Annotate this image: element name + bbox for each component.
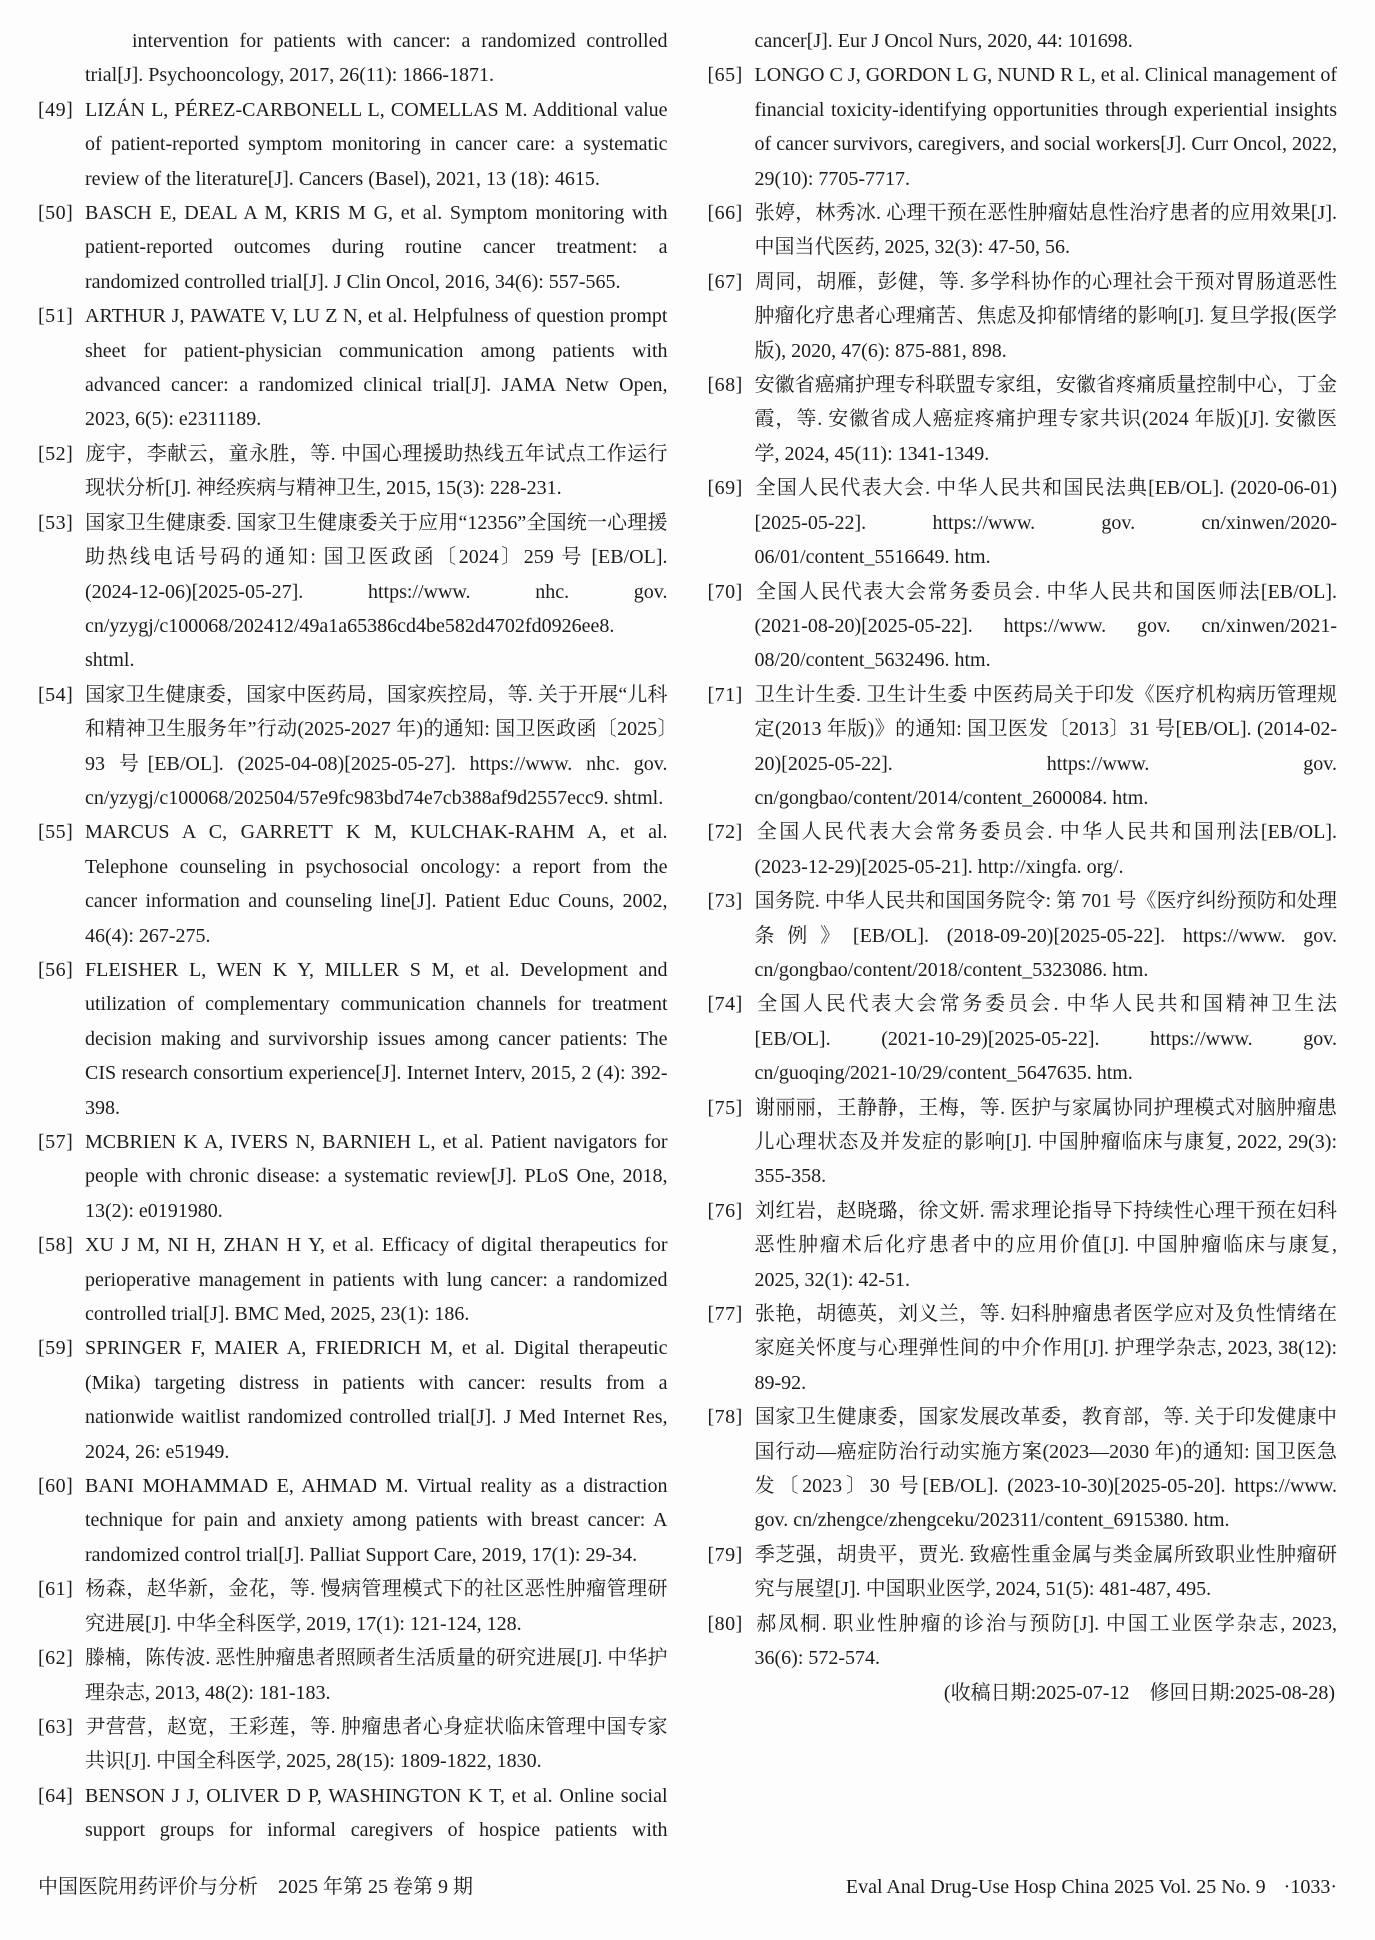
reference-number: [61] [38,1578,74,1601]
reference-item [708,1400,1338,1538]
reference-number: [63] [38,1715,74,1738]
reference-number: [79] [707,1543,743,1566]
reference-text: 郝凤桐. 职业性肿瘤的诊治与预防[J]. 中国工业医学杂志, 2023, 36(6): 572-574. [754,1612,1337,1670]
footer-journal-title-en [846,1876,1337,1899]
reference-text: 季芝强，胡贵平，贾光. 致癌性重金属与类金属所致职业性肿瘤研究与展望[J]. 中国职业医学, 2024, 51(5): 481-487, 495. [754,1543,1337,1601]
reference-number: [66] [707,202,743,225]
reference-item [708,815,1338,884]
reference-text: SPRINGER F, MAIER A, FRIEDRICH M, et al. Digital therapeutic (Mika) targeting distress in patients with cancer: results from a nationwide waitlist randomized controlled trial[J]. J Med Internet Res, 2024, 26: e51949. [85,1337,668,1463]
reference-item [708,884,1338,987]
reference-item [38,1572,668,1641]
reference-number: [68] [707,374,743,397]
reference-item [38,815,668,953]
reference-text: 尹营营，赵宽，王彩莲，等. 肿瘤患者心身症状临床管理中国专家共识[J]. 中国全科医学, 2025, 28(15): 1809-1822, 1830. [85,1715,668,1773]
reference-item [38,1469,668,1572]
reference-item [38,1710,668,1779]
reference-text: 国家卫生健康委，国家发展改革委，教育部，等. 关于印发健康中国行动—癌症防治行动实施方案(2023—2030 年)的通知: 国卫医急发〔2023〕30 号[EB/OL]. (2023-10-30)[2025-05-20]. https://www. gov. cn/zhengce/zhengceku/202311/content_6915380. htm. [754,1406,1337,1532]
reference-text: BASCH E, DEAL A M, KRIS M G, et al. Symptom monitoring with patient-reported outcomes during routine cancer treatment: a randomized controlled trial[J]. J Clin Oncol, 2016, 34(6): 557-565. [85,202,668,293]
reference-text: 全国人民代表大会常务委员会. 中华人民共和国精神卫生法 [EB/OL]. (2021-10-29)[2025-05-22]. https://www. gov. cn/guoqing/2021-10/29/content_5647635. htm. [754,993,1337,1085]
reference-text: LONGO C J, GORDON L G, NUND R L, et al. Clinical management of financial toxicity-identifying opportunities through experiential insights of cancer survivors, caregivers, and social workers[J]. Curr Oncol, 2022, 29(10): 7705-7717. [754,64,1337,190]
reference-item [38,437,668,506]
reference-item [708,1538,1338,1607]
reference-text: 张婷，林秀冰. 心理干预在恶性肿瘤姑息性治疗患者的应用效果[J]. 中国当代医药, 2025, 32(3): 47-50, 56. [754,202,1337,259]
reference-text: FLEISHER L, WEN K Y, MILLER S M, et al. Development and utilization of complementary communication channels for treatment decision making and survivorship issues among cancer patients: The CIS research consortium experience[J]. Internet Interv, 2015, 2 (4): 392-398. [85,958,668,1119]
reference-item [38,1125,668,1228]
reference-text: 国家卫生健康委. 国家卫生健康委关于应用“12356”全国统一心理援助热线电话号码的通知: 国卫医政函〔2024〕259 号 [EB/OL]. (2024-12-06)[2025-05-27]. https://www. nhc. gov. cn/yzygj/c100068/202412/49a1a65386cd4be582d4702fd0926ee8. shtml. [85,511,668,672]
reference-number: [76] [707,1199,743,1222]
reference-item [708,1091,1338,1194]
reference-item [38,93,668,196]
reference-number: [77] [707,1303,743,1326]
reference-number: [72] [707,821,743,844]
reference-number: [51] [38,305,74,328]
reference-item [38,678,668,816]
reference-item [38,24,668,93]
received-revised-dates: (收稿日期:2025-07-12 修回日期:2025-08-28) [943,1681,1335,1704]
reference-number: [67] [707,270,743,293]
reference-text: 滕楠，陈传波. 恶性肿瘤患者照顾者生活质量的研究进展[J]. 中华护理杂志, 2013, 48(2): 181-183. [85,1647,668,1704]
reference-number: [49] [38,98,74,121]
reference-text: BANI MOHAMMAD E, AHMAD M. Virtual reality as a distraction technique for pain and anxiety among patients with breast cancer: A randomized control trial[J]. Palliat Support Care, 2019, 17(1): 29-34. [85,1475,668,1566]
reference-text: 国务院. 中华人民共和国国务院令: 第 701 号《医疗纠纷预防和处理条例》[EB/OL]. (2018-09-20)[2025-05-22]. https://www. gov. cn/gongbao/content/2018/content_5323086. htm. [754,890,1337,981]
reference-number: [59] [38,1337,74,1360]
footer-journal-citation: Eval Anal Drug-Use Hosp China 2025 Vol. 25 No. 9 [845,1876,1266,1898]
reference-text: MCBRIEN K A, IVERS N, BARNIEH L, et al. Patient navigators for people with chronic disease: a systematic review[J]. PLoS One, 2018, 13(2): e0191980. [85,1131,668,1222]
reference-text: 张艳，胡德英，刘义兰，等. 妇科肿瘤患者医学应对及负性情绪在家庭关怀度与心理弹性间的中介作用[J]. 护理学杂志, 2023, 38(12): 89-92. [754,1303,1337,1394]
reference-number: [65] [707,64,743,87]
reference-list [38,24,1337,1850]
reference-text: 安徽省癌痛护理专科联盟专家组，安徽省疼痛质量控制中心，丁金霞，等. 安徽省成人癌症疼痛护理专家共识(2024 年版)[J]. 安徽医学, 2024, 45(11): 1341-1349. [754,374,1337,465]
reference-text: 谢丽丽，王静静，王梅，等. 医护与家属协同护理模式对脑肿瘤患儿心理状态及并发症的影响[J]. 中国肿瘤临床与康复, 2022, 29(3): 355-358. [754,1096,1337,1188]
reference-number: [74] [707,993,743,1016]
reference-number: [64] [38,1784,74,1807]
reference-number: [80] [707,1612,743,1635]
reference-number: [56] [38,958,74,981]
reference-item [708,265,1338,368]
reference-number: [57] [38,1131,74,1153]
reference-item [708,58,1338,196]
reference-number: [58] [38,1234,74,1257]
reference-text: 庞宇，李献云，童永胜，等. 中国心理援助热线五年试点工作运行现状分析[J]. 神经疾病与精神卫生, 2015, 15(3): 228-231. [85,442,668,500]
reference-item [708,196,1338,265]
reference-item [708,471,1338,574]
reference-number: [62] [38,1647,74,1670]
reference-number: [50] [38,202,74,225]
reference-number: [54] [38,683,74,706]
reference-number: [60] [38,1475,74,1498]
reference-item [38,299,668,437]
reference-number: [71] [707,683,743,706]
reference-text: 周同，胡雁，彭健，等. 多学科协作的心理社会干预对胃肠道恶性肿瘤化疗患者心理痛苦、焦虑及抑郁情绪的影响[J]. 复旦学报(医学版), 2020, 47(6): 875-881, 898. [754,270,1337,362]
reference-text: LIZÁN L, PÉREZ-CARBONELL L, COMELLAS M. Additional value of patient-reported symptom monitoring in cancer care: a systematic review of the literature[J]. Cancers (Basel), 2021, 13 (18): 4615. [85,98,668,190]
reference-text: intervention for patients with cancer: a randomized controlled trial[J]. Psychooncology, 2017, 26(11): 1866-1871. [85,30,668,87]
reference-text: 杨森，赵华新，金花，等. 慢病管理模式下的社区恶性肿瘤管理研究进展[J]. 中华全科医学, 2019, 17(1): 121-124, 128. [85,1578,668,1635]
page-footer [38,1870,1337,1899]
reference-number: [55] [38,821,74,844]
reference-text: 全国人民代表大会常务委员会. 中华人民共和国医师法[EB/OL]. (2021-08-20)[2025-05-22]. https://www. gov. cn/xinwen/2021-08/20/content_5632496. htm. [754,580,1337,672]
reference-text: MARCUS A C, GARRETT K M, KULCHAK-RAHM A, et al. Telephone counseling in psychosocial oncology: a report from the cancer information and counseling line[J]. Patient Educ Couns, 2002, 46(4): 267-275. [85,821,668,947]
reference-number: [52] [38,442,74,465]
reference-text: BENSON J J, OLIVER D P, WASHINGTON K T, et al. Online social support groups for informal caregivers of hospice patients with cancer[J]. Eur J Oncol Nurs, 2020, 44: 101698. [85,30,1133,1842]
reference-number: [78] [707,1406,743,1429]
reference-text: ARTHUR J, PAWATE V, LU Z N, et al. Helpfulness of question prompt sheet for patient-physician communication among patients with advanced cancer: a randomized clinical trial[J]. JAMA Netw Open, 2023, 6(5): e2311189. [85,305,668,431]
reference-number: [73] [707,890,743,913]
reference-item [708,575,1338,678]
reference-text: 刘红岩，赵晓璐，徐文妍. 需求理论指导下持续性心理干预在妇科恶性肿瘤术后化疗患者中的应用价值[J]. 中国肿瘤临床与康复, 2025, 32(1): 42-51. [754,1199,1337,1291]
reference-number: [53] [38,511,74,534]
reference-item [38,1641,668,1710]
reference-item [708,987,1338,1090]
reference-item [38,953,668,1125]
footer-journal-title-cn: 中国医院用药评价与分析 2025 年第 25 卷第 9 期 [38,1876,473,1898]
reference-item [38,506,668,678]
reference-text: 卫生计生委. 卫生计生委 中医药局关于印发《医疗机构病历管理规定(2013 年版)》的通知: 国卫医发〔2013〕31 号[EB/OL]. (2014-02-20)[2025-05-22]. https://www. gov. cn/gongbao/content/2014/content_2600084. htm. [754,683,1337,809]
reference-text: XU J M, NI H, ZHAN H Y, et al. Efficacy of digital therapeutics for perioperative management in patients with lung cancer: a randomized controlled trial[J]. BMC Med, 2025, 23(1): 186. [85,1234,668,1326]
reference-number: [70] [707,580,743,603]
reference-text: 全国人民代表大会. 中华人民共和国民法典[EB/OL]. (2020-06-01)[2025-05-22]. https://www. gov. cn/xinwen/2020-06/01/content_5516649. htm. [754,477,1337,569]
reference-item [708,678,1338,816]
reference-number: [75] [707,1096,743,1119]
reference-text: 全国人民代表大会常务委员会. 中华人民共和国刑法[EB/OL]. (2023-12-29)[2025-05-21]. http://xingfa. org/. [754,821,1337,878]
reference-number: [69] [707,477,743,500]
footer-page-number: ·1033· [1283,1876,1337,1898]
reference-item [708,368,1338,471]
reference-item [708,1194,1338,1297]
reference-text: 国家卫生健康委，国家中医药局，国家疾控局，等. 关于开展“儿科和精神卫生服务年”行动(2025-2027 年)的通知: 国卫医政函〔2025〕93 号[EB/OL]. (2025-04-08)[2025-05-27]. https://www. nhc. gov. cn/yzygj/c100068/202504/57e9fc983bd74e7cb388af9d2557ecc9. shtml. [85,683,668,809]
reference-item [708,1297,1338,1400]
reference-item [38,1228,668,1331]
reference-item [708,1607,1338,1676]
reference-item [38,196,668,299]
reference-item [38,1331,668,1469]
